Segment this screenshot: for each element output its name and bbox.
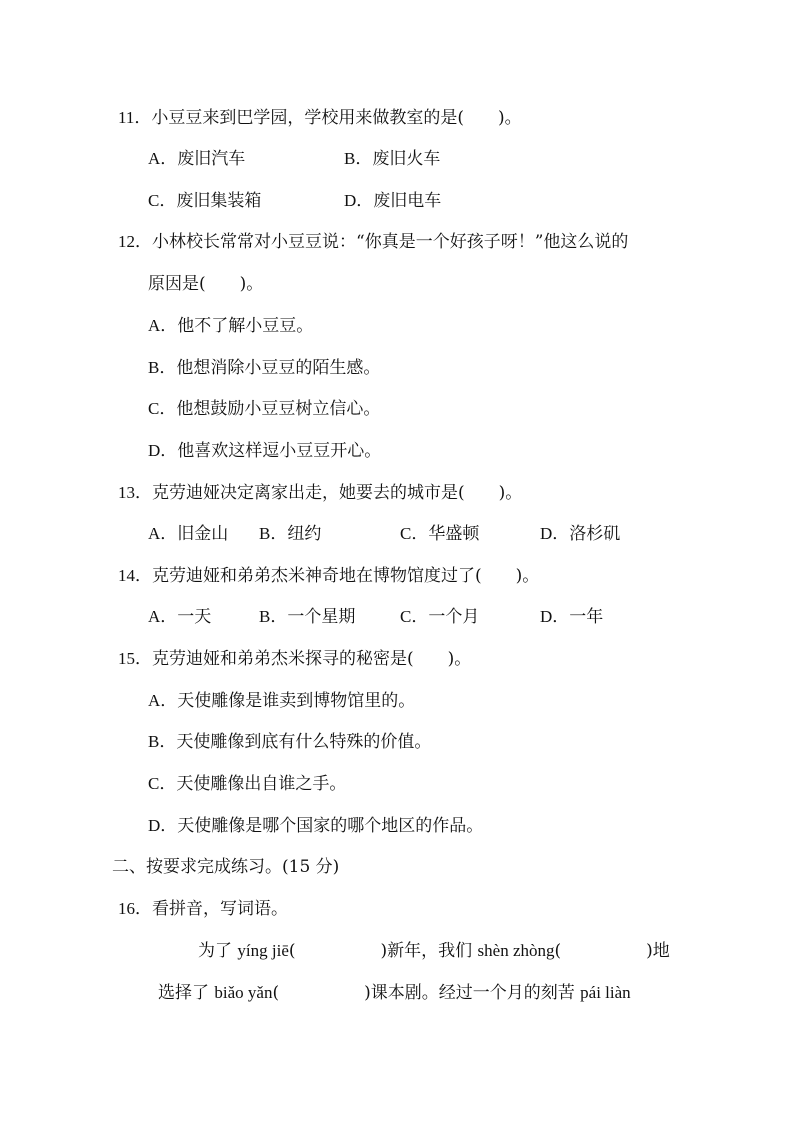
question-number: 15． [118,649,152,668]
answer-blank[interactable]: ( ) [288,941,388,961]
option-text: 洛杉矶 [569,524,621,544]
question-number: 16． [118,899,152,918]
option-text: 一个星期 [287,607,356,627]
question-stem: 看拼音，写词语。 [152,899,288,919]
option-letter: A． [148,607,178,626]
option-14-a[interactable] [148,606,211,628]
option-letter: A． [148,316,178,335]
option-text: 废旧汽车 [177,149,246,169]
option-letter: A． [148,691,178,710]
option-12-d[interactable] [148,440,381,462]
option-letter: D． [148,441,178,460]
pinyin-prompt: yíng jiē [237,941,289,960]
question-12-continuation: 原因是( )。 [148,274,264,294]
question-stem: 克劳迪娅决定离家出走，她要去的城市是( )。 [152,483,523,503]
question-11 [118,107,522,129]
option-letter: B． [344,149,373,168]
option-text: 天使雕像到底有什么特殊的价值。 [176,732,432,752]
pinyin-prompt: biǎo yǎn [214,983,273,1002]
option-11-c[interactable] [148,190,261,212]
option-12-a[interactable] [148,315,313,337]
option-15-d[interactable] [148,815,483,837]
option-letter: B． [148,358,177,377]
option-13-a[interactable] [148,523,228,545]
option-text: 一年 [569,607,604,627]
option-15-b[interactable] [148,731,431,753]
option-13-c[interactable] [400,523,479,545]
sentence-text: 地 [652,941,670,961]
answer-blank[interactable]: ( ) [272,983,371,1003]
option-text: 华盛顿 [428,524,480,544]
option-letter: A． [148,524,178,543]
option-letter: B． [148,732,177,751]
question-stem: 克劳迪娅和弟弟杰米神奇地在博物馆度过了( )。 [152,566,540,586]
option-letter: C． [148,774,177,793]
question-stem: 克劳迪娅和弟弟杰米探寻的秘密是( )。 [152,649,472,669]
option-text: 一个月 [428,607,480,627]
question-12 [118,231,628,253]
sentence-text: 选择了 [158,983,215,1003]
option-text: 旧金山 [177,524,229,544]
option-letter: B． [259,524,288,543]
option-13-d[interactable] [540,523,620,545]
answer-blank[interactable]: ( ) [554,941,653,961]
section-heading: 二、按要求完成练习。(15 分) [112,857,340,877]
pinyin-line-2 [158,982,631,1004]
pinyin-prompt: shèn zhòng [477,941,555,960]
option-14-d[interactable] [540,606,603,628]
option-letter: B． [259,607,288,626]
option-letter: A． [148,149,178,168]
sentence-text: 为了 [198,941,238,961]
question-14 [118,565,539,587]
sentence-text: 课本剧。经过一个月的刻苦 [370,983,581,1003]
pinyin-prompt: pái liàn [580,983,631,1002]
option-11-b[interactable] [344,148,440,170]
option-12-b[interactable] [148,357,380,379]
question-13 [118,482,522,504]
question-number: 11． [118,108,152,127]
question-number: 13． [118,483,152,502]
option-15-a[interactable] [148,690,415,712]
option-letter: D． [540,607,570,626]
option-15-c[interactable] [148,773,346,795]
question-stem: 小豆豆来到巴学园，学校用来做教室的是( )。 [151,108,522,128]
option-letter: C． [148,399,177,418]
option-letter: D． [540,524,570,543]
option-letter: D． [344,191,374,210]
option-11-d[interactable] [344,190,441,212]
option-text: 天使雕像是哪个国家的哪个地区的作品。 [177,816,484,836]
question-16 [118,898,288,920]
option-text: 他不了解小豆豆。 [177,316,314,336]
option-text: 废旧电车 [373,191,442,211]
option-14-c[interactable] [400,606,479,628]
option-text: 废旧集装箱 [176,191,262,211]
option-12-c[interactable] [148,398,380,420]
option-text: 他喜欢这样逗小豆豆开心。 [177,441,382,461]
pinyin-line-1 [198,940,670,962]
question-stem: 小林校长常常对小豆豆说：“你真是一个好孩子呀！”他这么说的 [152,232,629,252]
question-15 [118,648,471,670]
option-text: 他想消除小豆豆的陌生感。 [176,358,381,378]
question-number: 12． [118,232,152,251]
option-text: 他想鼓励小豆豆树立信心。 [176,399,381,419]
option-text: 纽约 [287,524,322,544]
question-number: 14． [118,566,152,585]
option-13-b[interactable] [259,523,321,545]
option-letter: C． [400,524,429,543]
option-text: 废旧火车 [372,149,441,169]
option-text: 一天 [177,607,212,627]
option-11-a[interactable] [148,148,245,170]
option-text: 天使雕像是谁卖到博物馆里的。 [177,691,416,711]
option-letter: D． [148,816,178,835]
option-14-b[interactable] [259,606,355,628]
option-text: 天使雕像出自谁之手。 [176,774,347,794]
option-letter: C． [148,191,177,210]
sentence-text: 新年，我们 [387,941,478,961]
option-letter: C． [400,607,429,626]
